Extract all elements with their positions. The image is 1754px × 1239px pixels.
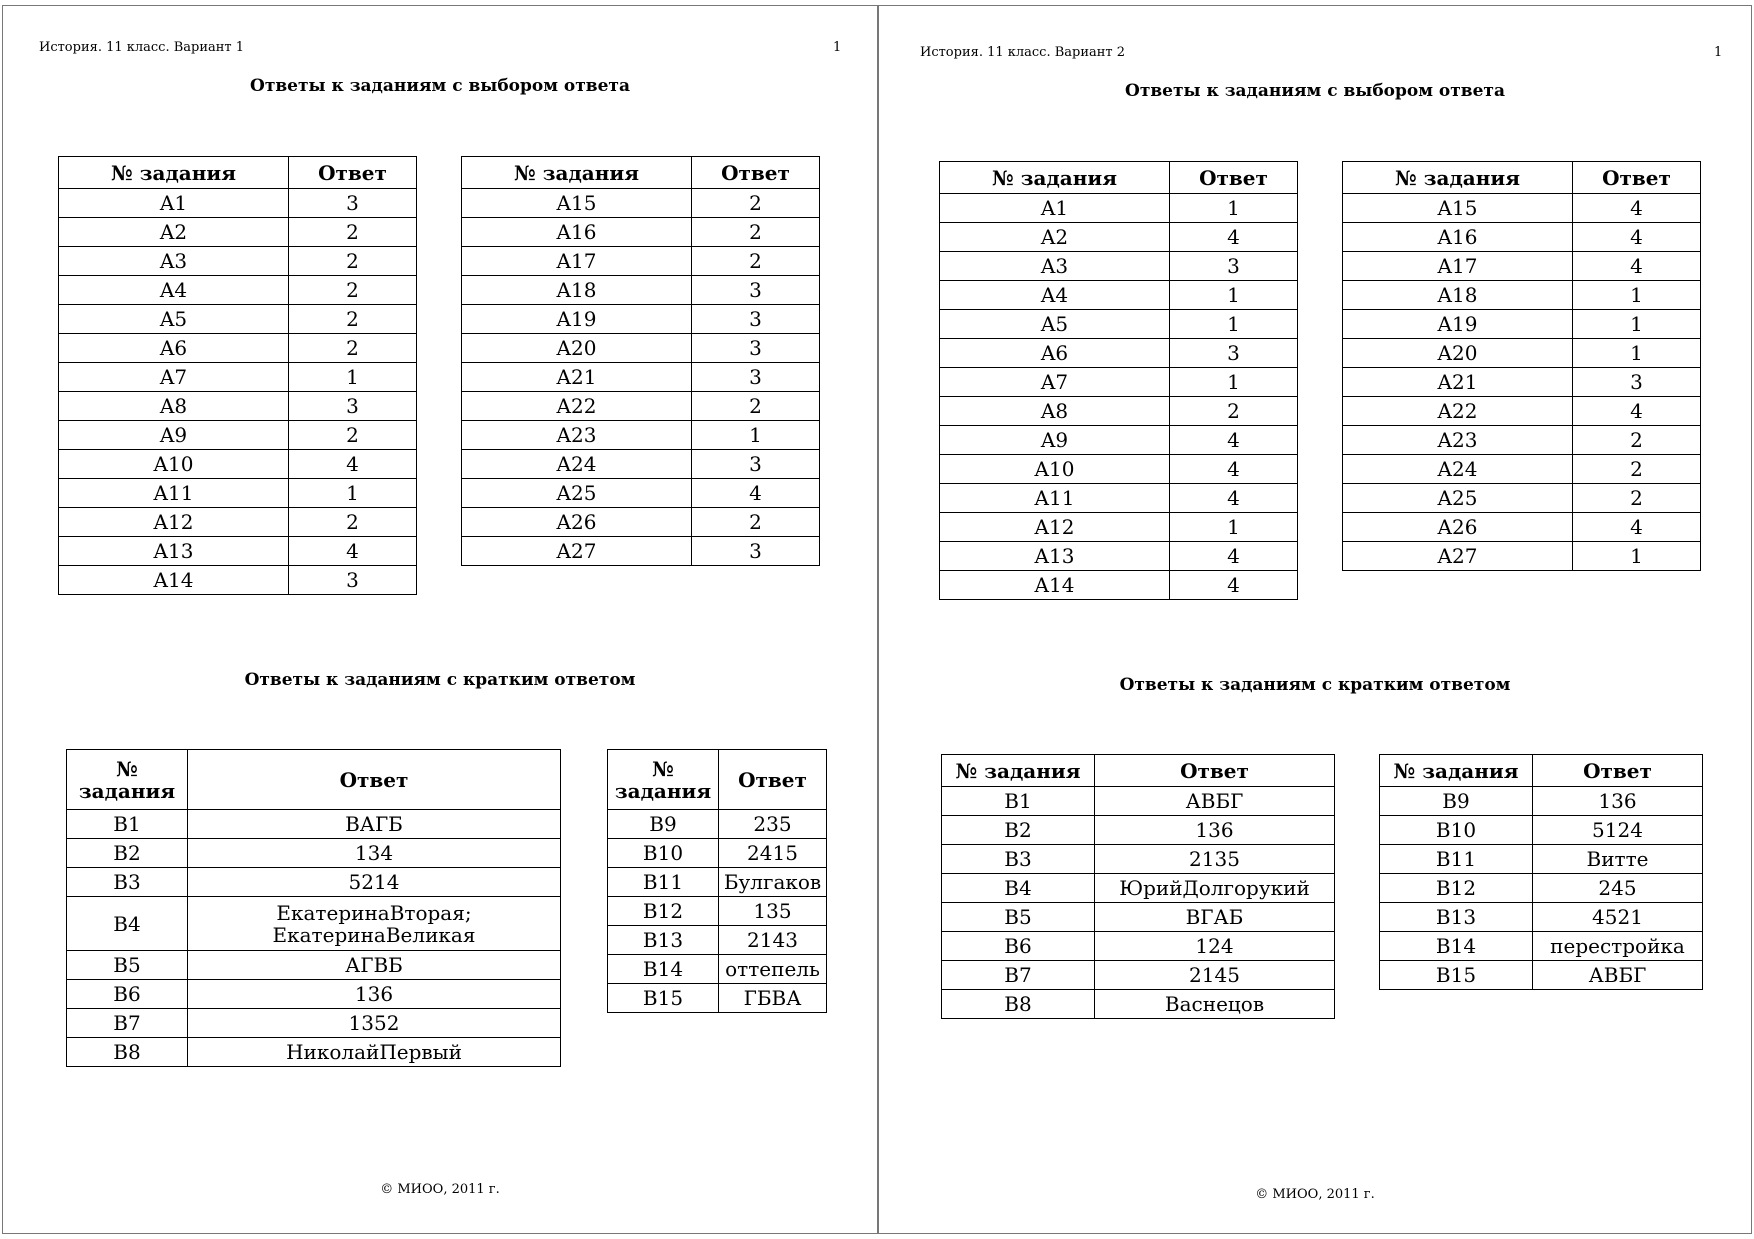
task-id-cell: B2 bbox=[67, 839, 188, 868]
table-row bbox=[59, 334, 417, 363]
task-column-header: № задания bbox=[67, 750, 188, 810]
table-row bbox=[1380, 961, 1703, 990]
table-row bbox=[59, 537, 417, 566]
answer-column-header: Ответ bbox=[289, 157, 417, 189]
task-id-cell: A3 bbox=[59, 247, 289, 276]
table-row bbox=[1380, 903, 1703, 932]
task-id-cell: A18 bbox=[462, 276, 692, 305]
task-id-cell: A21 bbox=[462, 363, 692, 392]
answer-cell: ВАГБ bbox=[188, 810, 561, 839]
answer-cell: 3 bbox=[692, 305, 820, 334]
answer-cell: 1352 bbox=[188, 1009, 561, 1038]
task-id-cell: A13 bbox=[59, 537, 289, 566]
answer-cell: 1 bbox=[692, 421, 820, 450]
task-id-cell: B4 bbox=[942, 874, 1095, 903]
task-id-cell: B12 bbox=[1380, 874, 1533, 903]
answer-cell: 2 bbox=[1573, 426, 1701, 455]
task-id-cell: A26 bbox=[1343, 513, 1573, 542]
answer-cell: 2 bbox=[1170, 397, 1298, 426]
answer-cell: АГВБ bbox=[188, 951, 561, 980]
task-id-cell: B8 bbox=[942, 990, 1095, 1019]
task-id-cell: A1 bbox=[59, 189, 289, 218]
table-row bbox=[1380, 874, 1703, 903]
answer-cell: 5214 bbox=[188, 868, 561, 897]
answer-cell: 4 bbox=[1573, 513, 1701, 542]
task-id-cell: A17 bbox=[462, 247, 692, 276]
table-row bbox=[940, 223, 1298, 252]
answer-cell: 5124 bbox=[1533, 816, 1703, 845]
answer-column-header: Ответ bbox=[188, 750, 561, 810]
table-row bbox=[59, 218, 417, 247]
table-row bbox=[942, 874, 1335, 903]
table-row bbox=[940, 513, 1298, 542]
answer-cell: 136 bbox=[188, 980, 561, 1009]
task-id-cell: A22 bbox=[462, 392, 692, 421]
answer-cell: Витте bbox=[1533, 845, 1703, 874]
task-id-cell: A21 bbox=[1343, 368, 1573, 397]
answer-cell: 3 bbox=[1170, 339, 1298, 368]
answer-cell: 235 bbox=[719, 810, 827, 839]
table-row bbox=[462, 334, 820, 363]
task-id-cell: A7 bbox=[940, 368, 1170, 397]
answer-cell: 4 bbox=[1170, 542, 1298, 571]
task-id-cell: A8 bbox=[59, 392, 289, 421]
task-id-cell: A25 bbox=[462, 479, 692, 508]
table-row bbox=[59, 450, 417, 479]
table-row bbox=[59, 421, 417, 450]
answer-cell: 4521 bbox=[1533, 903, 1703, 932]
task-id-cell: A24 bbox=[462, 450, 692, 479]
table-row bbox=[67, 810, 561, 839]
answer-cell: 2143 bbox=[719, 926, 827, 955]
answer-cell: ВГАБ bbox=[1095, 903, 1335, 932]
task-column-header: № задания bbox=[59, 157, 289, 189]
task-id-cell: A16 bbox=[462, 218, 692, 247]
answer-cell: ГБВА bbox=[719, 984, 827, 1013]
table-row bbox=[1343, 542, 1701, 571]
mc-answers-table-2 bbox=[461, 156, 820, 566]
task-id-cell: A18 bbox=[1343, 281, 1573, 310]
answer-cell: 4 bbox=[1170, 455, 1298, 484]
table-row bbox=[462, 189, 820, 218]
task-id-cell: B2 bbox=[942, 816, 1095, 845]
task-id-cell: A7 bbox=[59, 363, 289, 392]
answer-column-header: Ответ bbox=[1170, 162, 1298, 194]
page-variant-2 bbox=[878, 5, 1752, 1234]
task-id-cell: A17 bbox=[1343, 252, 1573, 281]
answer-cell: 3 bbox=[289, 189, 417, 218]
answer-cell: 4 bbox=[1573, 223, 1701, 252]
table-row bbox=[1343, 368, 1701, 397]
task-id-cell: A16 bbox=[1343, 223, 1573, 252]
table-row bbox=[942, 932, 1335, 961]
task-id-cell: A15 bbox=[1343, 194, 1573, 223]
task-id-cell: A19 bbox=[1343, 310, 1573, 339]
table-row bbox=[462, 218, 820, 247]
task-id-cell: B7 bbox=[942, 961, 1095, 990]
task-id-cell: A22 bbox=[1343, 397, 1573, 426]
page-number: 1 bbox=[1714, 45, 1723, 60]
task-id-cell: A14 bbox=[940, 571, 1170, 600]
table-row bbox=[942, 787, 1335, 816]
task-id-cell: B15 bbox=[1380, 961, 1533, 990]
table-row bbox=[940, 252, 1298, 281]
table-row bbox=[462, 421, 820, 450]
table-row bbox=[67, 897, 561, 951]
task-id-cell: A3 bbox=[940, 252, 1170, 281]
table-row bbox=[608, 810, 827, 839]
answer-cell: 1 bbox=[1170, 368, 1298, 397]
task-id-cell: A4 bbox=[940, 281, 1170, 310]
task-id-cell: B1 bbox=[942, 787, 1095, 816]
table-row bbox=[59, 508, 417, 537]
answer-cell: АВБГ bbox=[1533, 961, 1703, 990]
table-row bbox=[608, 868, 827, 897]
table-row bbox=[1343, 484, 1701, 513]
table-row bbox=[1343, 281, 1701, 310]
table-row bbox=[940, 310, 1298, 339]
answer-cell: 2 bbox=[289, 218, 417, 247]
task-id-cell: A9 bbox=[940, 426, 1170, 455]
task-id-cell: B9 bbox=[1380, 787, 1533, 816]
table-row bbox=[67, 839, 561, 868]
table-row bbox=[1343, 339, 1701, 368]
table-row bbox=[608, 839, 827, 868]
answer-cell: перестройка bbox=[1533, 932, 1703, 961]
table-row bbox=[1380, 932, 1703, 961]
table-row bbox=[59, 247, 417, 276]
table-row bbox=[940, 397, 1298, 426]
table-row bbox=[1343, 455, 1701, 484]
answer-cell: 4 bbox=[692, 479, 820, 508]
task-id-cell: A11 bbox=[59, 479, 289, 508]
answer-cell: 1 bbox=[1170, 194, 1298, 223]
task-id-cell: A2 bbox=[59, 218, 289, 247]
table-row bbox=[67, 868, 561, 897]
answer-cell: 136 bbox=[1533, 787, 1703, 816]
task-column-header: № задания bbox=[608, 750, 719, 810]
answer-cell: 1 bbox=[1170, 513, 1298, 542]
answer-cell: 3 bbox=[1170, 252, 1298, 281]
answer-cell: 124 bbox=[1095, 932, 1335, 961]
answer-cell: 3 bbox=[692, 363, 820, 392]
answer-cell: 1 bbox=[1170, 310, 1298, 339]
short-answers-table-1 bbox=[66, 749, 561, 1067]
task-id-cell: A1 bbox=[940, 194, 1170, 223]
answer-cell: оттепель bbox=[719, 955, 827, 984]
answer-cell: 4 bbox=[289, 450, 417, 479]
answer-column-header: Ответ bbox=[1533, 755, 1703, 787]
task-id-cell: B4 bbox=[67, 897, 188, 951]
answer-cell: 4 bbox=[1170, 571, 1298, 600]
answer-cell: 1 bbox=[1573, 281, 1701, 310]
table-row bbox=[462, 305, 820, 334]
mc-heading: Ответы к заданиям с выбором ответа bbox=[250, 76, 630, 96]
table-row bbox=[462, 508, 820, 537]
task-id-cell: B10 bbox=[1380, 816, 1533, 845]
mc-heading: Ответы к заданиям с выбором ответа bbox=[1125, 81, 1505, 101]
table-row bbox=[1343, 194, 1701, 223]
page-header: История. 11 класс. Вариант 1 bbox=[39, 40, 245, 55]
table-row bbox=[1343, 310, 1701, 339]
answer-cell: 4 bbox=[1573, 397, 1701, 426]
task-id-cell: A14 bbox=[59, 566, 289, 595]
table-row bbox=[67, 980, 561, 1009]
task-id-cell: B3 bbox=[67, 868, 188, 897]
answer-cell: 2145 bbox=[1095, 961, 1335, 990]
answer-cell: 2 bbox=[692, 218, 820, 247]
table-row bbox=[462, 392, 820, 421]
table-row bbox=[942, 845, 1335, 874]
answer-cell: НиколайПервый bbox=[188, 1038, 561, 1067]
short-answers-table-1 bbox=[941, 754, 1335, 1019]
task-id-cell: A9 bbox=[59, 421, 289, 450]
mc-answers-table-2 bbox=[1342, 161, 1701, 571]
answer-cell: Васнецов bbox=[1095, 990, 1335, 1019]
task-column-header: № задания bbox=[1380, 755, 1533, 787]
task-id-cell: B10 bbox=[608, 839, 719, 868]
table-row bbox=[462, 247, 820, 276]
short-answer-heading: Ответы к заданиям с кратким ответом bbox=[244, 670, 636, 690]
answer-cell: 2 bbox=[289, 305, 417, 334]
answer-cell: 3 bbox=[692, 450, 820, 479]
answer-cell: 2 bbox=[692, 189, 820, 218]
page-number: 1 bbox=[833, 40, 842, 55]
table-row bbox=[940, 368, 1298, 397]
answer-cell: 2 bbox=[1573, 484, 1701, 513]
table-row bbox=[940, 339, 1298, 368]
task-id-cell: A23 bbox=[1343, 426, 1573, 455]
task-id-cell: B3 bbox=[942, 845, 1095, 874]
answer-cell: 3 bbox=[289, 392, 417, 421]
answer-cell: 2 bbox=[289, 276, 417, 305]
answer-cell: 3 bbox=[692, 334, 820, 363]
answer-cell: ЕкатеринаВторая; ЕкатеринаВеликая bbox=[188, 897, 561, 951]
task-id-cell: A24 bbox=[1343, 455, 1573, 484]
answer-cell: 2 bbox=[692, 392, 820, 421]
task-column-header: № задания bbox=[940, 162, 1170, 194]
table-row bbox=[940, 426, 1298, 455]
task-id-cell: B6 bbox=[942, 932, 1095, 961]
task-column-header: № задания bbox=[1343, 162, 1573, 194]
table-row bbox=[1343, 223, 1701, 252]
table-row bbox=[59, 392, 417, 421]
answer-cell: 1 bbox=[1573, 339, 1701, 368]
table-row bbox=[1343, 252, 1701, 281]
answer-cell: 1 bbox=[1573, 542, 1701, 571]
table-row bbox=[942, 903, 1335, 932]
table-row bbox=[59, 189, 417, 218]
table-row bbox=[59, 276, 417, 305]
task-id-cell: B14 bbox=[608, 955, 719, 984]
table-row bbox=[67, 1009, 561, 1038]
answer-cell: 2 bbox=[692, 247, 820, 276]
table-row bbox=[59, 305, 417, 334]
table-row bbox=[462, 276, 820, 305]
task-id-cell: A4 bbox=[59, 276, 289, 305]
task-id-cell: A2 bbox=[940, 223, 1170, 252]
answer-cell: 245 bbox=[1533, 874, 1703, 903]
table-row bbox=[67, 951, 561, 980]
task-id-cell: A10 bbox=[940, 455, 1170, 484]
table-row bbox=[608, 984, 827, 1013]
task-id-cell: A23 bbox=[462, 421, 692, 450]
page-header: История. 11 класс. Вариант 2 bbox=[920, 45, 1126, 60]
answer-cell: 2415 bbox=[719, 839, 827, 868]
task-id-cell: A15 bbox=[462, 189, 692, 218]
answer-cell: 3 bbox=[1573, 368, 1701, 397]
table-row bbox=[462, 363, 820, 392]
table-row bbox=[67, 1038, 561, 1067]
answer-cell: 1 bbox=[289, 479, 417, 508]
answer-cell: 4 bbox=[1573, 194, 1701, 223]
task-id-cell: A6 bbox=[59, 334, 289, 363]
answer-cell: 4 bbox=[1170, 223, 1298, 252]
mc-answers-table-1 bbox=[939, 161, 1298, 600]
task-id-cell: B6 bbox=[67, 980, 188, 1009]
answer-cell: 2 bbox=[289, 334, 417, 363]
answer-cell: 1 bbox=[289, 363, 417, 392]
table-row bbox=[608, 926, 827, 955]
task-id-cell: B1 bbox=[67, 810, 188, 839]
answer-cell: 4 bbox=[1170, 426, 1298, 455]
answer-cell: 1 bbox=[1573, 310, 1701, 339]
table-row bbox=[940, 542, 1298, 571]
short-answers-table-2 bbox=[1379, 754, 1703, 990]
page-footer: © МИОО, 2011 г. bbox=[1255, 1187, 1375, 1202]
short-answers-table-2 bbox=[607, 749, 827, 1013]
task-id-cell: B12 bbox=[608, 897, 719, 926]
answer-cell: 2 bbox=[289, 421, 417, 450]
table-row bbox=[940, 484, 1298, 513]
task-column-header: № задания bbox=[462, 157, 692, 189]
answer-cell: 3 bbox=[692, 537, 820, 566]
task-id-cell: B15 bbox=[608, 984, 719, 1013]
table-row bbox=[59, 479, 417, 508]
answer-cell: 3 bbox=[692, 276, 820, 305]
task-id-cell: B11 bbox=[1380, 845, 1533, 874]
table-row bbox=[462, 479, 820, 508]
table-row bbox=[608, 955, 827, 984]
answer-cell: 2 bbox=[692, 508, 820, 537]
task-id-cell: A25 bbox=[1343, 484, 1573, 513]
answer-cell: ЮрийДолгорукий bbox=[1095, 874, 1335, 903]
table-row bbox=[1380, 787, 1703, 816]
table-row bbox=[462, 450, 820, 479]
task-id-cell: B14 bbox=[1380, 932, 1533, 961]
task-id-cell: A26 bbox=[462, 508, 692, 537]
table-row bbox=[59, 566, 417, 595]
answer-cell: 2 bbox=[289, 247, 417, 276]
table-row bbox=[462, 537, 820, 566]
task-id-cell: A13 bbox=[940, 542, 1170, 571]
task-id-cell: A5 bbox=[940, 310, 1170, 339]
answer-column-header: Ответ bbox=[1573, 162, 1701, 194]
answer-column-header: Ответ bbox=[719, 750, 827, 810]
answer-cell: 4 bbox=[1573, 252, 1701, 281]
table-row bbox=[1380, 845, 1703, 874]
task-id-cell: A10 bbox=[59, 450, 289, 479]
task-id-cell: A6 bbox=[940, 339, 1170, 368]
task-id-cell: B13 bbox=[608, 926, 719, 955]
table-row bbox=[1343, 397, 1701, 426]
table-row bbox=[608, 897, 827, 926]
answer-column-header: Ответ bbox=[692, 157, 820, 189]
task-id-cell: B8 bbox=[67, 1038, 188, 1067]
task-id-cell: A12 bbox=[59, 508, 289, 537]
answer-cell: 4 bbox=[1170, 484, 1298, 513]
page-variant-1 bbox=[2, 5, 878, 1234]
task-id-cell: B5 bbox=[942, 903, 1095, 932]
table-row bbox=[1343, 513, 1701, 542]
task-id-cell: B7 bbox=[67, 1009, 188, 1038]
answer-cell: 136 bbox=[1095, 816, 1335, 845]
task-id-cell: A11 bbox=[940, 484, 1170, 513]
task-column-header: № задания bbox=[942, 755, 1095, 787]
task-id-cell: B11 bbox=[608, 868, 719, 897]
task-id-cell: B13 bbox=[1380, 903, 1533, 932]
task-id-cell: A20 bbox=[1343, 339, 1573, 368]
task-id-cell: A27 bbox=[1343, 542, 1573, 571]
table-row bbox=[942, 961, 1335, 990]
task-id-cell: A27 bbox=[462, 537, 692, 566]
answer-cell: 134 bbox=[188, 839, 561, 868]
table-row bbox=[940, 194, 1298, 223]
task-id-cell: B9 bbox=[608, 810, 719, 839]
task-id-cell: A12 bbox=[940, 513, 1170, 542]
table-row bbox=[942, 990, 1335, 1019]
answer-cell: Булгаков bbox=[719, 868, 827, 897]
answer-cell: 2 bbox=[1573, 455, 1701, 484]
table-row bbox=[940, 281, 1298, 310]
table-row bbox=[942, 816, 1335, 845]
table-row bbox=[1380, 816, 1703, 845]
answer-cell: 4 bbox=[289, 537, 417, 566]
task-id-cell: A5 bbox=[59, 305, 289, 334]
answer-column-header: Ответ bbox=[1095, 755, 1335, 787]
table-row bbox=[940, 571, 1298, 600]
table-row bbox=[1343, 426, 1701, 455]
answer-cell: 2 bbox=[289, 508, 417, 537]
task-id-cell: A20 bbox=[462, 334, 692, 363]
answer-cell: 2135 bbox=[1095, 845, 1335, 874]
table-row bbox=[59, 363, 417, 392]
mc-answers-table-1 bbox=[58, 156, 417, 595]
answer-cell: АВБГ bbox=[1095, 787, 1335, 816]
table-row bbox=[940, 455, 1298, 484]
answer-cell: 3 bbox=[289, 566, 417, 595]
page-footer: © МИОО, 2011 г. bbox=[380, 1182, 500, 1197]
task-id-cell: A19 bbox=[462, 305, 692, 334]
task-id-cell: A8 bbox=[940, 397, 1170, 426]
short-answer-heading: Ответы к заданиям с кратким ответом bbox=[1119, 675, 1511, 695]
task-id-cell: B5 bbox=[67, 951, 188, 980]
answer-cell: 1 bbox=[1170, 281, 1298, 310]
answer-cell: 135 bbox=[719, 897, 827, 926]
